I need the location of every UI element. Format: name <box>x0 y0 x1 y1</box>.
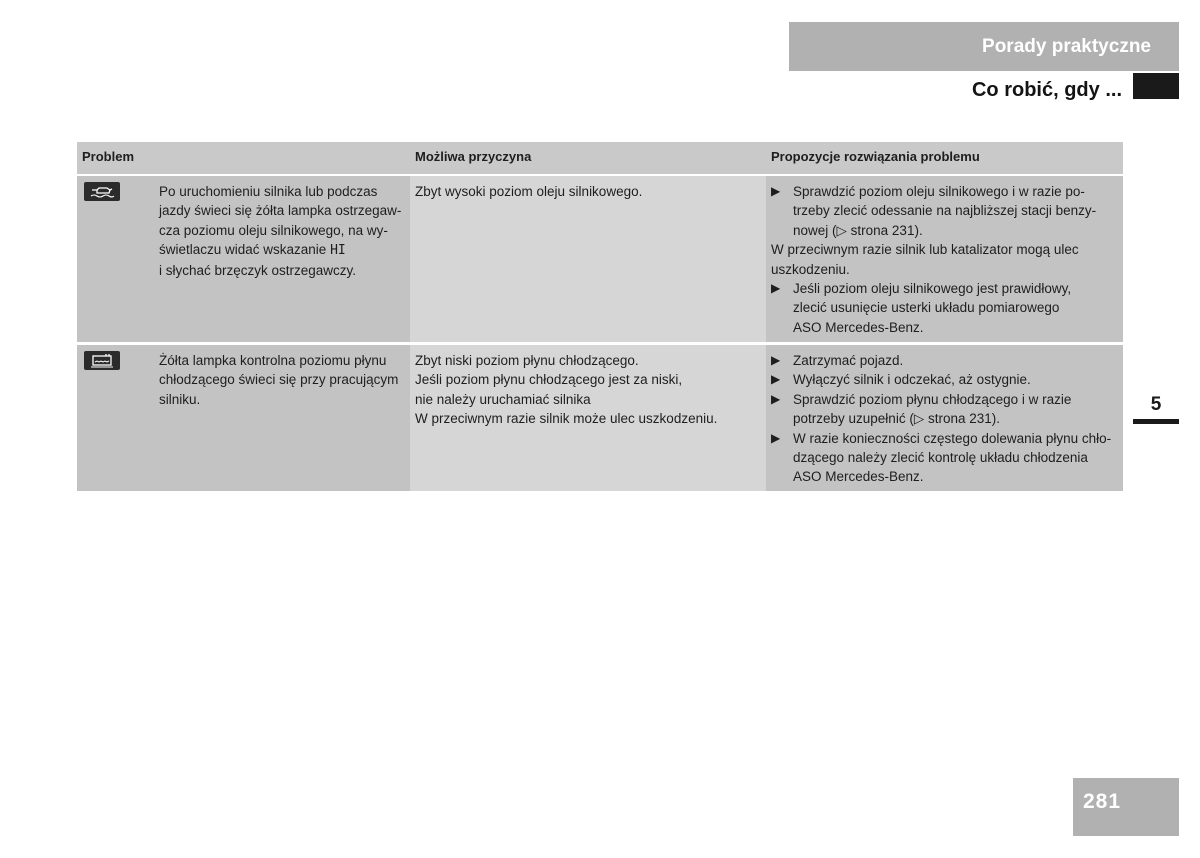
bullet-arrow-icon: ▶ <box>771 353 781 367</box>
solution-step: ▶ Sprawdzić poziom płynu chłodzącego i w razie <box>771 390 1118 409</box>
problem-cell <box>77 345 410 491</box>
page-number: 281 <box>1083 790 1122 813</box>
cause-cell <box>410 345 766 491</box>
problem-text-line: silniku. <box>159 391 201 407</box>
bullet-arrow-icon: ▶ <box>771 430 781 445</box>
cause-text-line: Jeśli poziom płynu chłodzącego jest za niski, <box>415 372 683 388</box>
problem-text-line: świetlaczu widać wskazanie <box>159 242 331 258</box>
column-header-problem: Problem <box>77 142 410 176</box>
problem-text-line: chłodzącego świeci się przy pracującym <box>159 372 399 388</box>
column-header-solution: Propozycje rozwiązania problemu <box>766 142 1123 176</box>
chapter-marker-bar <box>1133 419 1179 424</box>
solution-step: ▶ W razie konieczności częstego dolewania płynu chło- <box>771 429 1118 448</box>
solution-step-continuation: nowej (▷ strona 231). <box>793 222 923 238</box>
solution-step-continuation: ASO Mercedes-Benz. <box>793 469 924 485</box>
cause-text-line: Zbyt wysoki poziom oleju silnikowego. <box>415 184 643 199</box>
solution-cell <box>766 345 1123 491</box>
solution-step: ▶ Sprawdzić poziom oleju silnikowego i w razie po- <box>771 182 1118 201</box>
bullet-arrow-icon: ▶ <box>771 391 781 406</box>
solution-step-continuation: dzącego należy zlecić kontrolę układu chłodzenia <box>793 450 1088 466</box>
solution-step: ▶ Wyłączyć silnik i odczekać, aż ostygnie. <box>771 370 1118 389</box>
bullet-arrow-icon: ▶ <box>771 184 781 198</box>
table-header-row <box>77 142 1123 176</box>
problem-cell <box>77 176 410 345</box>
coolant-level-warning-icon <box>84 351 120 370</box>
bullet-arrow-icon: ▶ <box>771 372 781 387</box>
cause-text-line: W przeciwnym razie silnik może ulec uszkodzeniu. <box>415 411 718 427</box>
solution-step: ▶ Zatrzymać pojazd. <box>771 351 1118 370</box>
solution-step-continuation: potrzeby uzupełnić (▷ strona 231). <box>793 411 1000 427</box>
solution-cell <box>766 176 1123 345</box>
page-subtitle: Co robić, gdy ... <box>971 79 1122 101</box>
section-title: Porady praktyczne <box>982 36 1151 57</box>
solution-step-continuation: trzeby zlecić odessanie na najbliższej stacji benzy- <box>793 203 1097 219</box>
table-row <box>77 345 1123 491</box>
column-header-cause: Możliwa przyczyna <box>410 142 766 176</box>
table-row <box>77 176 1123 345</box>
problem-text-line: jazdy świeci się żółta lampka ostrzegaw- <box>159 203 402 219</box>
solution-step-continuation: ASO Mercedes-Benz. <box>793 319 924 335</box>
section-title-bar <box>789 22 1179 71</box>
solution-step: ▶ Jeśli poziom oleju silnikowego jest prawidłowy, <box>771 279 1118 298</box>
chapter-number: 5 <box>1150 394 1162 415</box>
oil-level-warning-icon <box>84 182 120 201</box>
display-code: HI <box>330 243 346 259</box>
solution-step-continuation: zlecić usunięcie usterki układu pomiarowego <box>793 300 1060 316</box>
cause-text-line: Zbyt niski poziom płynu chłodzącego. <box>415 353 639 368</box>
solution-note-line: uszkodzeniu. <box>771 261 850 277</box>
bullet-arrow-icon: ▶ <box>771 281 781 296</box>
problem-text-line: Po uruchomieniu silnika lub podczas <box>159 184 378 199</box>
cause-text-line: nie należy uruchamiać silnika <box>415 391 591 407</box>
problem-text-line: cza poziomu oleju silnikowego, na wy- <box>159 222 388 238</box>
solution-note-line: W przeciwnym razie silnik lub katalizator mogą ulec <box>771 242 1079 258</box>
problem-text-line: Żółta lampka kontrolna poziomu płynu <box>159 353 387 368</box>
cause-cell <box>410 176 766 345</box>
problem-text-line: i słychać brzęczyk ostrzegawczy. <box>159 262 357 278</box>
chapter-tab-marker <box>1133 73 1179 99</box>
troubleshooting-table <box>77 142 1123 491</box>
page-number-box <box>1073 778 1179 836</box>
